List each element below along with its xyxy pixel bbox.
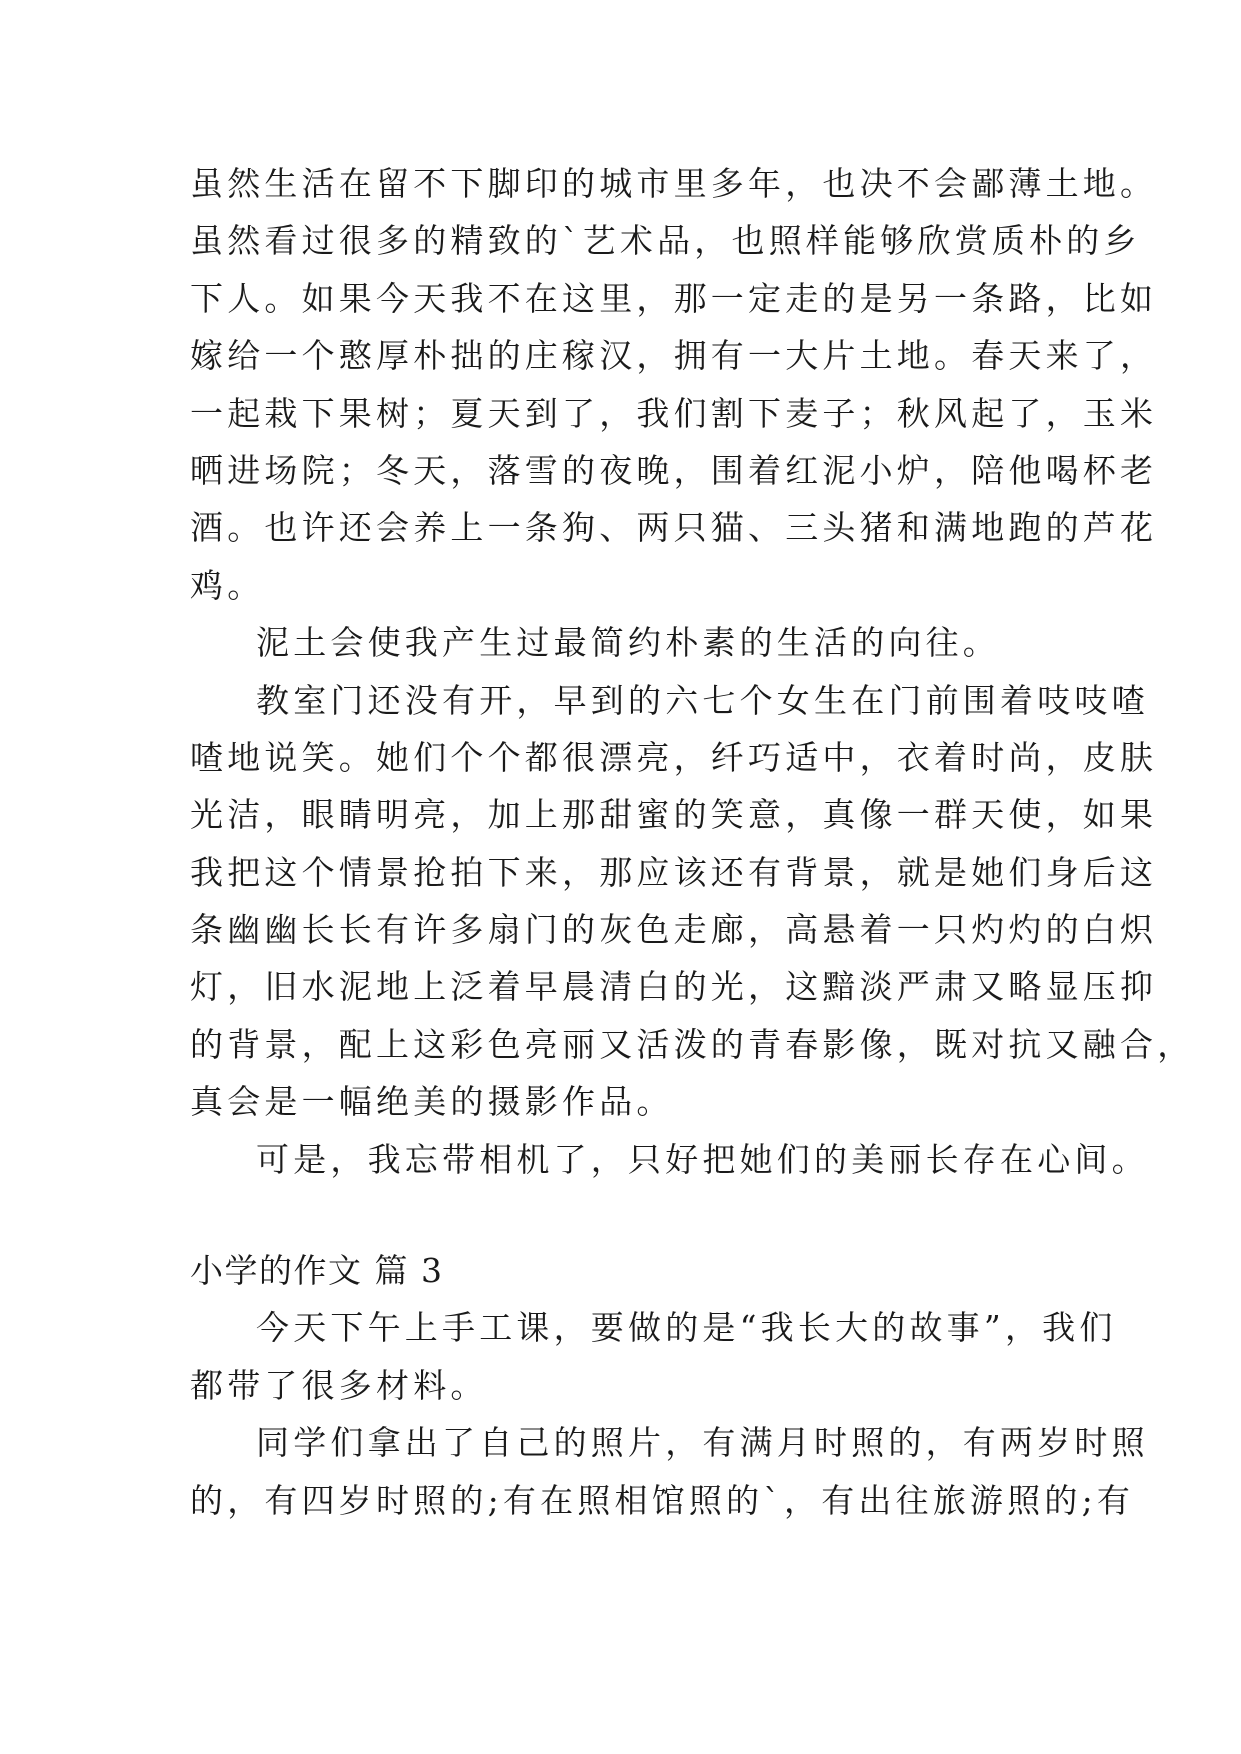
text-line: 嫁给一个憨厚朴拙的庄稼汉，拥有一大片土地。春天来了， (190, 336, 1158, 376)
text-line: 下人。如果今天我不在这里，那一定走的是另一条路，比如 (190, 278, 1158, 318)
paragraph-land (190, 155, 1158, 614)
document-page (190, 155, 1195, 1529)
paragraph-camera (190, 1131, 1149, 1188)
text-line: 都带了很多材料。 (190, 1365, 488, 1405)
text-line: 可是，我忘带相机了，只好把她们的美丽长存在心间。 (256, 1139, 1149, 1179)
heading-text: 小学的作文 篇 3 (190, 1251, 444, 1291)
paragraph-handcraft (190, 1299, 1117, 1414)
paragraph-photos (190, 1414, 1149, 1529)
text-line: 教室门还没有开，早到的六七个女生在门前围着吱吱喳 (256, 680, 1149, 720)
text-line: 今天下午上手工课，要做的是“我长大的故事”，我们 (256, 1308, 1117, 1348)
text-line: 泥土会使我产生过最简约朴素的生活的向往。 (256, 623, 1000, 663)
text-line: 虽然生活在留不下脚印的城市里多年，也决不会鄙薄土地。 (190, 164, 1158, 203)
text-line: 同学们拿出了自己的照片，有满月时照的，有两岁时照 (256, 1423, 1149, 1463)
text-line: 虽然看过很多的精致的`艺术品，也照样能够欣赏质朴的乡 (190, 221, 1141, 261)
text-line: 条幽幽长长有许多扇门的灰色走廊，高悬着一只灼灼的白炽 (190, 910, 1158, 950)
text-line: 酒。也许还会养上一条狗、两只猫、三头猪和满地跑的芦花 (190, 508, 1158, 548)
text-line: 喳地说笑。她们个个都很漂亮，纤巧适中，衣着时尚，皮肤 (190, 737, 1158, 777)
text-line: 晒进场院；冬天，落雪的夜晚，围着红泥小炉，陪他喝杯老 (190, 450, 1158, 490)
paragraph-classroom (190, 672, 1195, 1131)
text-line: 鸡。 (190, 565, 265, 605)
text-line: 的，有四岁时照的;有在照相馆照的`，有出往旅游照的;有 (190, 1480, 1135, 1520)
text-line: 灯，旧水泥地上泛着早晨清白的光，这黯淡严肃又略显压抑 (190, 967, 1158, 1007)
text-line: 我把这个情景抢拍下来，那应该还有背景，就是她们身后这 (190, 852, 1158, 892)
text-line: 真会是一幅绝美的摄影作品。 (190, 1082, 674, 1122)
section-spacer (190, 1188, 1070, 1242)
text-line: 的背景，配上这彩色亮丽又活泼的青春影像，既对抗又融合， (190, 1024, 1195, 1064)
section-heading (190, 1242, 1070, 1299)
text-line: 光洁，眼睛明亮，加上那甜蜜的笑意，真像一群天使，如果 (190, 795, 1158, 835)
paragraph-mud (190, 614, 1070, 671)
text-line: 一起栽下果树；夏天到了，我们割下麦子；秋风起了，玉米 (190, 393, 1158, 433)
